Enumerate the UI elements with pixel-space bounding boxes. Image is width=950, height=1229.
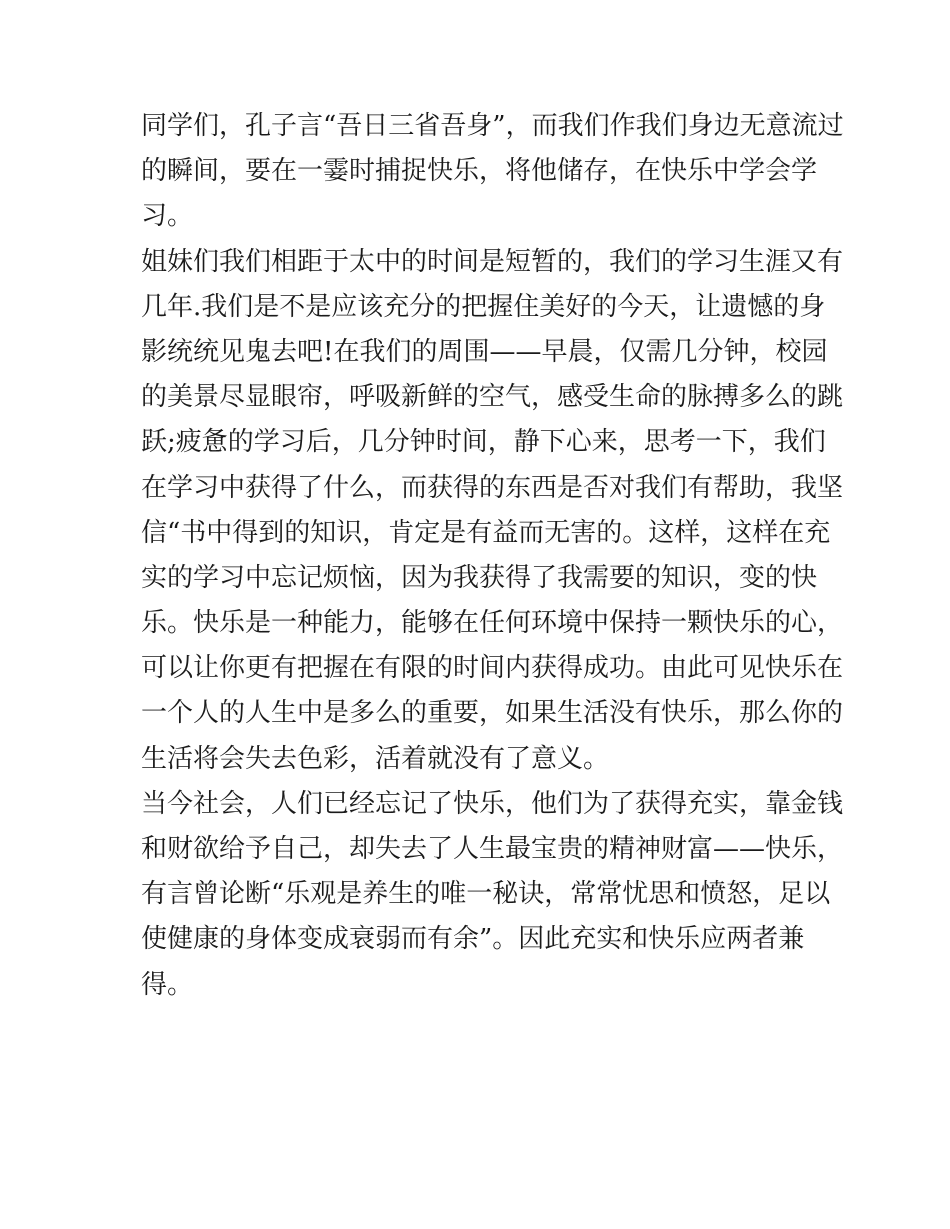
paragraph-3 — [141, 782, 844, 1008]
text-line: 使健康的身体变成衰弱而有余”。因此充实和快乐应两者兼 — [141, 924, 805, 955]
text-line: 在学习中获得了什么，而获得的东西是否对我们有帮助，我坚 — [141, 472, 844, 503]
text-line: 跃;疲惫的学习后，几分钟时间，静下心来，思考一下，我们 — [141, 427, 826, 458]
text-line: 信“书中得到的知识，肯定是有益而无害的。这样，这样在充 — [141, 517, 831, 548]
text-line: 乐。快乐是一种能力，能够在任何环境中保持一颗快乐的心， — [141, 608, 844, 639]
text-line: 和财欲给予自己，却失去了人生最宝贵的精神财富——快乐， — [141, 834, 844, 864]
text-line: 实的学习中忘记烦恼，因为我获得了我需要的知识，变的快 — [141, 562, 818, 593]
text-line: 几年.我们是不是应该充分的把握住美好的今天，让遗憾的身 — [141, 291, 826, 322]
text-line: 习。 — [141, 201, 194, 232]
text-line: 的瞬间，要在一霎时捕捉快乐，将他储存，在快乐中学会学 — [141, 156, 818, 187]
text-line: 可以让你更有把握在有限的时间内获得成功。由此可见快乐在 — [141, 653, 844, 684]
paragraph-1 — [141, 104, 844, 240]
text-line: 当今社会，人们已经忘记了快乐，他们为了获得充实，靠金钱 — [141, 788, 844, 819]
text-line: 同学们，孔子言“吾日三省吾身”，而我们作我们身边无意流过 — [141, 111, 844, 141]
paragraph-2 — [141, 240, 844, 782]
text-line: 有言曾论断“乐观是养生的唯一秘诀，常常忧思和愤怒，足以 — [141, 879, 831, 910]
text-line: 得。 — [141, 969, 194, 1000]
text-line: 一个人的人生中是多么的重要，如果生活没有快乐，那么你的 — [141, 698, 844, 729]
text-line: 生活将会失去色彩，活着就没有了意义。 — [141, 743, 610, 774]
document-body — [141, 104, 844, 1008]
text-line: 的美景尽显眼帘，呼吸新鲜的空气，感受生命的脉搏多么的跳 — [141, 382, 844, 413]
text-line: 姐妹们我们相距于太中的时间是短暂的，我们的学习生涯又有 — [141, 246, 844, 277]
text-line: 影统统见鬼去吧!在我们的周围——早晨，仅需几分钟，校园 — [141, 336, 828, 367]
